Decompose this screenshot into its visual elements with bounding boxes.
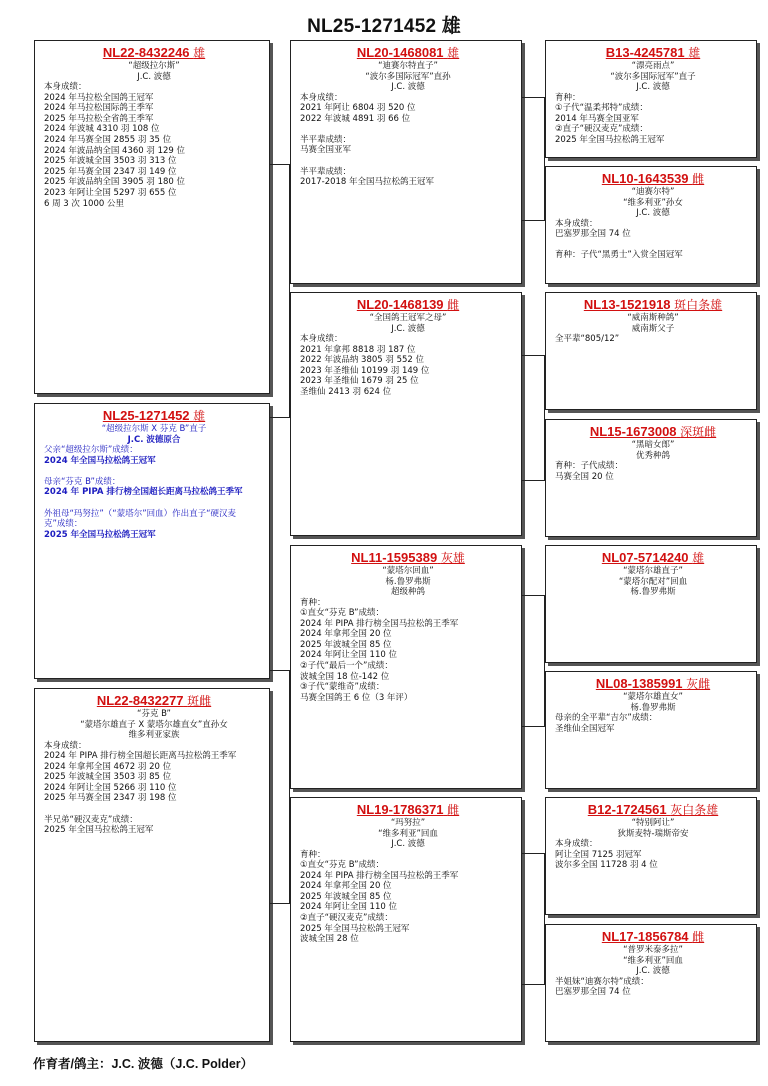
card-subtitle: 超级种鸽 <box>390 587 425 597</box>
detail-line: 波尔多全国 11728 羽 4 位 <box>555 860 658 871</box>
ring-number <box>555 45 751 61</box>
detail-line: 2025 年全国马拉松鸽王冠军 <box>555 134 665 145</box>
detail-line: ②直子“硬汉麦克”成绩： <box>555 124 648 135</box>
ring-number <box>555 802 751 818</box>
card-subtitle: J.C. 波德 <box>636 82 670 92</box>
detail-line: 2024 年拿邦全国 20 位 <box>300 629 392 640</box>
detail-line: 本身成绩： <box>555 218 598 229</box>
detail-line: 2024 年 PIPA 排行榜全国马拉松鸽王季军 <box>300 618 459 629</box>
detail-line: 育种： <box>300 849 326 860</box>
sex-label: 雄 <box>688 46 701 60</box>
ring-number <box>300 45 516 61</box>
ring-id: NL11-1595389 <box>351 550 438 565</box>
great-grandparent-card <box>545 671 757 789</box>
card-subtitle: “蒙塔尔回血” <box>382 566 434 576</box>
detail-line: 育种：子代“黑勇士”入赏全国冠军 <box>555 250 683 261</box>
card-subtitle: 优秀种鸽 <box>635 450 670 461</box>
card-subtitle: J.C. 波德 <box>391 323 425 334</box>
card-subtitle: “玛努拉” <box>390 818 426 828</box>
detail-line: 外祖母“玛努拉”（“蒙塔尔”回血）作出直子“硬汉麦 <box>44 508 237 519</box>
card-subtitle: “芬克 B” <box>137 709 171 719</box>
detail-line: 半姐妹“迪赛尔特”成绩： <box>555 976 649 987</box>
pedigree-connector <box>522 853 545 985</box>
detail-line: 2021 年阿让 6804 羽 520 位 <box>300 103 416 114</box>
ring-id: NL08-1385991 <box>595 676 683 691</box>
card-subtitle: “漂亮雨点” <box>631 61 675 71</box>
detail-line: 波城全国 18 位-142 位 <box>300 671 390 682</box>
sex-label: 雄 <box>447 46 460 60</box>
detail-line: 2024 年阿让全国 110 位 <box>300 902 397 913</box>
detail-line: 2017-2018 年全国马拉松鸽王冠军 <box>300 177 435 188</box>
card-subtitle: “普罗米泰多拉” <box>623 945 683 955</box>
grandparent-card <box>290 545 522 789</box>
performance-list <box>555 839 751 871</box>
detail-line: 2024 年波品纳全国 4360 羽 129 位 <box>44 145 185 156</box>
detail-line: 2014 年马赛全国亚军 <box>555 113 639 124</box>
pedigree-connector <box>522 595 545 727</box>
ring-number <box>555 297 751 313</box>
performance-list <box>44 741 264 836</box>
detail-line: ③子代“蒙维奇”成绩： <box>300 682 385 693</box>
sex-label: 雌 <box>447 298 460 312</box>
detail-line: 6 周 3 次 1000 公里 <box>44 198 124 209</box>
ring-number <box>555 676 751 692</box>
ring-number <box>555 550 751 566</box>
detail-line: 母亲的全平辈“吉尔”成绩： <box>555 713 658 723</box>
ring-id: NL10-1643539 <box>601 171 689 186</box>
detail-line: 2023 年阿让全国 5297 羽 655 位 <box>44 187 177 198</box>
card-subtitle: “波尔多国际冠军”直孙 <box>365 71 451 82</box>
detail-line: 2024 年马拉松全国鸽王冠军 <box>44 92 154 103</box>
card-subtitle: “维多利亚”回血 <box>378 828 438 839</box>
detail-line: 母亲“芬克 B”成绩： <box>44 476 121 487</box>
sex-label: 斑白条雄 <box>674 298 723 312</box>
detail-line: 2022 年波城 4891 羽 66 位 <box>300 113 411 124</box>
ring-id: B12-1724561 <box>587 802 667 817</box>
card-subtitle: “迪赛尔特直子” <box>378 61 438 71</box>
performance-list <box>555 219 751 261</box>
detail-line: 2025 年波城全国 3503 羽 313 位 <box>44 156 177 167</box>
detail-line: 马赛全国 20 位 <box>555 471 614 482</box>
detail-line: 波城全国 28 位 <box>300 934 359 945</box>
card-subtitle: J.C. 波德 <box>391 839 425 849</box>
performance-list <box>300 850 516 945</box>
performance-list <box>555 461 751 482</box>
great-grandparent-card <box>545 545 757 663</box>
detail-line: 2023 年圣维仙 1679 羽 25 位 <box>300 376 419 387</box>
ring-number <box>44 408 264 424</box>
card-subtitle: J.C. 波德 <box>137 71 171 82</box>
sex-label: 雌 <box>447 803 460 817</box>
card-subtitle: “蒙塔尔雄直子” <box>623 566 683 576</box>
ring-number <box>44 45 264 61</box>
detail-line <box>300 124 516 135</box>
card-subtitle: “特别阿让” <box>631 818 675 828</box>
great-grandparent-card <box>545 797 757 915</box>
page-title: NL25-1271452 雄 <box>307 16 461 37</box>
detail-line: 圣维仙 2413 羽 624 位 <box>300 386 392 397</box>
detail-line: 2025 年马拉松全省鸽王季军 <box>44 113 154 124</box>
performance-list <box>300 93 516 188</box>
detail-line: 父亲“超级拉尔斯”成绩： <box>44 445 138 455</box>
grandparent-card <box>290 40 522 284</box>
detail-line: 2024 年波城 4310 羽 108 位 <box>44 124 160 135</box>
ring-id: NL15-1673008 <box>589 424 677 439</box>
sex-label: 雌 <box>692 172 705 186</box>
performance-list <box>555 977 751 998</box>
detail-line: 全平辈“805/12” <box>555 334 620 344</box>
detail-line: 半平辈成绩： <box>300 166 352 177</box>
detail-line: 2024 年 PIPA 排行榜全国马拉松鸽王季军 <box>300 870 459 881</box>
detail-line: 2024 年 PIPA 排行榜全国超长距离马拉松鸽王季军 <box>44 487 243 498</box>
detail-line <box>300 156 516 167</box>
detail-line: 本身成绩： <box>44 82 87 92</box>
detail-line: 2021 年拿邦 8818 羽 187 位 <box>300 344 416 355</box>
detail-line: 本身成绩： <box>300 334 343 344</box>
detail-line: 育种： <box>555 92 581 103</box>
detail-line: 半平辈成绩： <box>300 134 352 145</box>
detail-line: 育种：子代成绩： <box>555 461 624 471</box>
detail-line: 2025 年波城全国 3503 羽 85 位 <box>44 772 172 783</box>
detail-line: 2024 年全国马拉松鸽王冠军 <box>44 455 156 466</box>
card-subtitle: “蒙塔尔配对”回血 <box>618 576 688 587</box>
breeder-footer: 作育者/鸽主：J.C. 波德（J.C. Polder） <box>33 1057 254 1071</box>
detail-line: 2025 年马赛全国 2347 羽 198 位 <box>44 793 177 804</box>
ring-id: NL17-1856784 <box>601 929 689 944</box>
card-subtitle: 杨.鲁罗弗斯 <box>630 702 676 713</box>
pedigree-connector <box>270 670 290 904</box>
sire-card <box>34 40 270 394</box>
detail-line: 2025 年波城全国 85 位 <box>300 639 392 650</box>
pedigree-connector <box>270 164 290 418</box>
card-subtitle: “迪赛尔特” <box>631 187 675 197</box>
detail-line: ②子代“最后一个”成绩： <box>300 661 393 672</box>
ring-number <box>555 171 751 187</box>
detail-line: ①子代“温柔邦特”成绩： <box>555 103 648 114</box>
ring-id: NL20-1468139 <box>356 297 444 312</box>
card-subtitle: 杨.鲁罗弗斯 <box>630 587 676 597</box>
card-subtitle: 杨.鲁罗弗斯 <box>385 576 431 587</box>
detail-line: 2025 年波城全国 85 位 <box>300 891 392 902</box>
detail-line: ②直子“硬汉麦克”成绩： <box>300 913 393 924</box>
card-subtitle: J.C. 波德原合 <box>127 434 181 445</box>
detail-line: 巴塞罗那全国 74 位 <box>555 229 631 240</box>
detail-line: 2024 年 PIPA 排行榜全国超长距离马拉松鸽王季军 <box>44 751 237 762</box>
card-subtitle: “蒙塔尔雄直女” <box>623 692 683 702</box>
sex-label: 雄 <box>692 551 705 565</box>
detail-line: ①直女“芬克 B”成绩： <box>300 608 384 619</box>
card-subtitle: “波尔多国际冠军”直子 <box>610 71 696 82</box>
performance-list <box>300 598 516 704</box>
sex-label: 斑雌 <box>187 694 212 708</box>
detail-line: 巴塞罗那全国 74 位 <box>555 987 631 998</box>
sex-label: 雌 <box>692 930 705 944</box>
great-grandparent-card <box>545 292 757 410</box>
pedigree-connector <box>522 355 545 481</box>
card-subtitle: “维多利亚”孙女 <box>623 197 683 208</box>
detail-line: 2022 年波品纳 3805 羽 552 位 <box>300 355 424 366</box>
detail-line: 马赛全国亚军 <box>300 145 352 156</box>
card-subtitle: “维多利亚”回血 <box>623 955 683 966</box>
ring-id: NL07-5714240 <box>601 550 689 565</box>
detail-line <box>555 240 751 251</box>
ring-number <box>300 297 516 313</box>
ring-id: B13-4245781 <box>605 45 685 60</box>
detail-line: 2024 年马拉松国际鸽王季军 <box>44 103 154 114</box>
sex-label: 灰雌 <box>686 677 711 691</box>
detail-line: 2025 年波品纳全国 3905 羽 180 位 <box>44 177 185 188</box>
card-subtitle: “全国鸽王冠军之母” <box>369 313 447 323</box>
card-subtitle: 威南斯父子 <box>631 323 675 334</box>
ring-id: NL13-1521918 <box>583 297 671 312</box>
detail-line: 马赛全国鸽王 6 位（3 年评） <box>300 692 413 703</box>
detail-line: 育种： <box>300 597 326 608</box>
detail-line: 2024 年阿让全国 110 位 <box>300 650 397 661</box>
great-grandparent-card <box>545 419 757 537</box>
card-subtitle: J.C. 波德 <box>391 82 425 92</box>
sex-label: 雄 <box>193 46 206 60</box>
ring-number <box>555 929 751 945</box>
performance-list <box>300 334 516 398</box>
detail-line <box>44 498 264 509</box>
sex-label: 灰雄 <box>440 551 465 565</box>
performance-list <box>555 334 751 345</box>
detail-line: 本身成绩： <box>555 839 598 849</box>
detail-line: 克”成绩： <box>44 519 83 530</box>
card-subtitle: “超级拉尔斯 X 芬克 B”直子 <box>101 424 207 434</box>
detail-line: 2025 年全国马拉松鸽王冠军 <box>44 825 154 836</box>
performance-list <box>555 713 751 734</box>
detail-line: 2023 年圣维仙 10199 羽 149 位 <box>300 365 430 376</box>
grandparent-card <box>290 292 522 536</box>
detail-line <box>44 804 264 815</box>
card-subtitle: 狄斯麦特-瑞斯帝安 <box>617 828 689 839</box>
detail-line <box>44 466 264 477</box>
card-subtitle: “超级拉尔斯” <box>128 61 180 71</box>
performance-list <box>555 93 751 146</box>
card-subtitle: 维多利亚家族 <box>128 730 180 740</box>
detail-line: ①直女“芬克 B”成绩： <box>300 860 384 871</box>
detail-line: 2024 年拿邦全国 4672 羽 20 位 <box>44 761 172 772</box>
performance-list <box>44 445 264 540</box>
detail-line: 2025 年马赛全国 2347 羽 149 位 <box>44 166 177 177</box>
card-subtitle: J.C. 波德 <box>636 208 670 218</box>
sex-label: 雄 <box>193 409 206 423</box>
detail-line: 2025 年全国马拉松鸽王冠军 <box>300 923 410 934</box>
detail-line: 半兄弟“硬汉麦克”成绩： <box>44 814 138 825</box>
detail-line: 阿让全国 7125 羽冠军 <box>555 849 642 860</box>
great-grandparent-card <box>545 924 757 1042</box>
detail-line: 本身成绩： <box>44 740 87 751</box>
detail-line: 本身成绩： <box>300 92 343 103</box>
ring-number <box>555 424 751 440</box>
grandparent-card <box>290 797 522 1042</box>
detail-line: 2025 年全国马拉松鸽王冠军 <box>44 529 156 540</box>
performance-list <box>44 82 264 209</box>
great-grandparent-card <box>545 40 757 158</box>
card-subtitle: “蒙塔尔雄直子 X 蒙塔尔雄直女”直孙女 <box>80 719 228 730</box>
ring-number <box>44 693 264 709</box>
pedigree-connector <box>522 97 545 221</box>
ring-id: NL25-1271452 <box>102 408 190 423</box>
subject-card <box>34 403 270 679</box>
sex-label: 灰白条雄 <box>670 803 719 817</box>
detail-line: 圣维仙全国冠军 <box>555 723 615 734</box>
card-subtitle: “黑暗女郎” <box>631 440 675 450</box>
detail-line: 2024 年马赛全国 2855 羽 35 位 <box>44 134 172 145</box>
card-subtitle: J.C. 波德 <box>636 966 670 976</box>
great-grandparent-card <box>545 166 757 284</box>
detail-line: 2024 年拿邦全国 20 位 <box>300 881 392 892</box>
ring-number <box>300 802 516 818</box>
ring-id: NL22-8432246 <box>102 45 190 60</box>
dam-card <box>34 688 270 1042</box>
card-subtitle: “威南斯种鸽” <box>627 313 679 323</box>
ring-number <box>300 550 516 566</box>
ring-id: NL19-1786371 <box>356 802 444 817</box>
ring-id: NL20-1468081 <box>356 45 444 60</box>
ring-id: NL22-8432277 <box>96 693 184 708</box>
detail-line: 2024 年阿让全国 5266 羽 110 位 <box>44 782 177 793</box>
sex-label: 深斑雌 <box>680 425 717 439</box>
